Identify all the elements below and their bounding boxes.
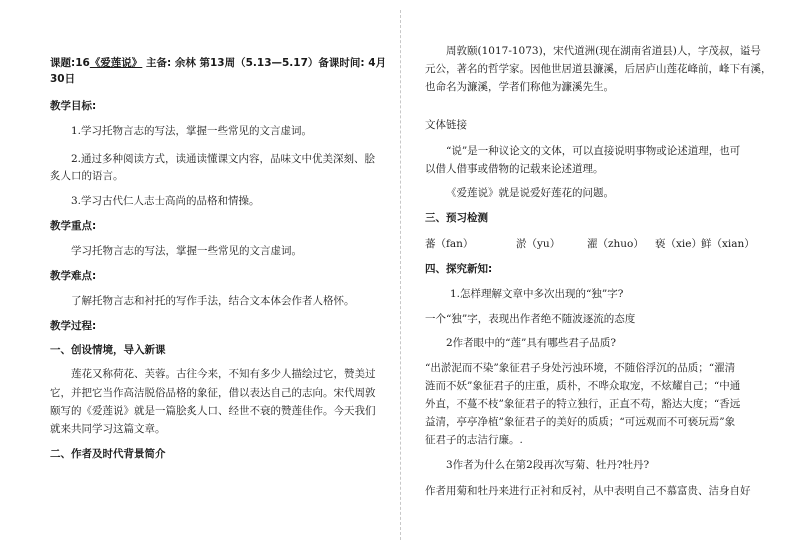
section-3-heading: 三、预习检测 [425,212,488,224]
key-points-text: 学习托物言志的写法，掌握一些常见的文言虚词。 [71,245,302,257]
intro-line-4: 就来共同学习这篇文章。 [50,423,166,435]
lesson-meta: 主备: 余林 第13周（5.13—5.17）备课时间: 4月 [142,57,387,69]
question-2: 2作者眼中的“莲”具有哪些君子品质? [446,337,617,349]
goal-3: 3.学习古代仁人志士高尚的品格和情操。 [71,195,260,207]
goals-heading: 教学目标: [50,100,97,112]
intro-line-2: 它，并把它当作高洁脱俗品格的象征，借以表达自己的志向。宋代周敦 [50,387,376,399]
question-3: 3作者为什么在第2段再次写菊、牡丹?牡丹? [446,459,650,471]
answer-2-line4: 益清，亭亭净植”象征君子的美好的质质；“可远观而不可亵玩焉”象 [425,416,736,428]
goal-2-line1: 2.通过多种阅读方式，读通读懂课文内容，品味文中优美深刻、脍 [71,153,376,165]
question-1: 1.怎样理解文章中多次出现的“独”字? [450,288,624,300]
vocab-item: 濯（zhuo） [587,238,644,250]
bio-line-2: 元公，著名的哲学家。因他世居道县濂溪，后居庐山莲花峰前，峰下有溪， [425,63,772,75]
section-4-heading: 四、探究新知: [425,263,493,275]
genre-line-3: 《爱莲说》就是说爱好莲花的问题。 [446,187,614,199]
vocab-item: 淤（yu） [516,238,561,250]
intro-line-1: 莲花又称荷花、芙蓉。古往今来，不知有多少人描绘过它，赞美过 [71,368,376,380]
vocab-item: 亵（xie） [655,238,702,250]
goal-1: 1.学习托物言志的写法，掌握一些常见的文言虚词。 [71,125,313,137]
difficulties-heading: 教学难点: [50,270,97,282]
answer-2-line3: 外直，不蔓不枝”象征君子的特立独行，正直不苟，豁达大度；“香远 [425,398,741,410]
lesson-title: 《爱莲说》 [89,57,143,69]
answer-2-line5: 征君子的志洁行廉。. [425,434,523,446]
goal-2-line2: 炙人口的语言。 [50,170,124,182]
lesson-number: 课题:16 [50,57,90,69]
section-1-heading: 一、创设情境，导入新课 [50,344,166,356]
column-divider [400,10,401,540]
answer-2-line2: 涟而不妖”象征君子的庄重，质朴，不哗众取宠，不炫耀自己；“中通 [425,380,741,392]
process-heading: 教学过程: [50,320,97,332]
difficulties-text: 了解托物言志和衬托的写作手法，结合文本体会作者人格怀。 [71,295,355,307]
key-points-heading: 教学重点: [50,220,97,232]
answer-2-line1: “出淤泥而不染”象征君子身处污浊环境，不随俗浮沉的品质；“濯清 [425,362,736,374]
answer-1: 一个“独”字，表现出作者绝不随波逐流的态度 [425,313,636,325]
genre-line-1: “说”是一种议论文的文体，可以直接说明事物或论述道理，也可 [446,145,741,157]
bio-line-3: 也命名为濂溪，学者们称他为濂溪先生。 [425,81,614,93]
intro-line-3: 颐写的《爱莲说》就是一篇脍炙人口、经世不衰的赞莲佳作。今天我们 [50,405,376,417]
lesson-header-line2: 30日 [50,73,76,85]
answer-3-line1: 作者用菊和牡丹来进行正衬和反衬，从中表明自己不慕富贵、洁身自好 [425,485,751,497]
vocab-item: 鲜（xian） [701,238,755,250]
bio-line-1: 周敦颐(1017-1073)，宋代道洲(现在湖南省道县)人，字茂叔，谥号 [446,45,761,57]
vocab-item: 蕃（fan） [425,238,474,250]
genre-heading: 文体链接 [425,119,467,131]
section-2-heading: 二、作者及时代背景简介 [50,448,166,460]
genre-line-2: 以借人借事或借物的记载来论述道理。 [425,163,604,175]
lesson-header-line1 [50,56,386,70]
